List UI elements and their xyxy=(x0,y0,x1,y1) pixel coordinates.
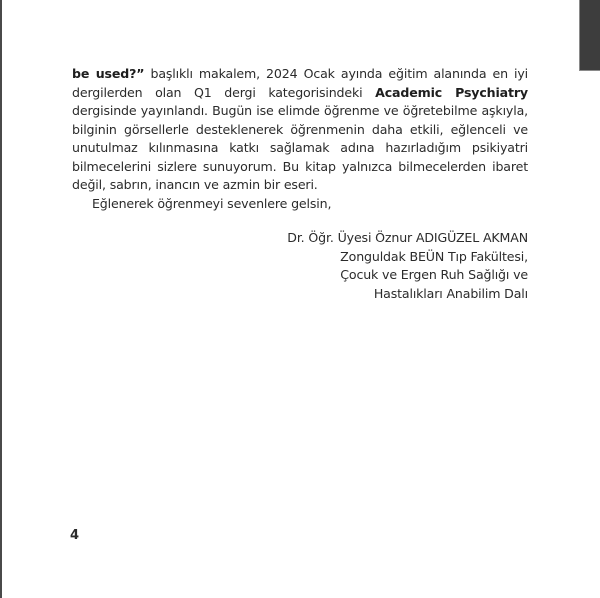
author-institution: Zonguldak BEÜN Tıp Fakültesi, xyxy=(340,248,528,264)
paragraph-intro xyxy=(72,65,528,195)
paragraph-closing: Eğlenerek öğrenmeyi sevenlere gelsin, xyxy=(92,195,332,211)
paragraph-text-b: dergisinde yayınlandı. Bugün ise elimde öğrenme ve öğretebilme aşkıyla, bilginin görsellerle desteklenerek öğrenmenin daha etkili, eğlenceli ve unutulmaz kılınmasına katkı sağlamak adına hazırladığım psikiyatri bilmecelerini sizlere sunuyorum. Bu kitap yalnızca bilmecelerden ibaret değil, sabrın, inancın ve azmin bir eseri. xyxy=(72,103,528,192)
page-body xyxy=(72,65,528,213)
page-left-edge xyxy=(0,0,2,598)
chapter-side-tab xyxy=(579,0,600,71)
page-number: 4 xyxy=(70,528,80,543)
author-department-line-2: Hastalıkları Anabilim Dalı xyxy=(373,285,528,301)
author-department-line-1: Çocuk ve Ergen Ruh Sağlığı ve xyxy=(340,267,528,282)
signature-block xyxy=(287,229,528,303)
paragraph-text-a: başlıklı makalem, 2024 Ocak ayında eğitim alanında en iyi dergilerden olan Q1 dergi kategorisindeki xyxy=(72,66,528,100)
journal-name: Academic Psychiatry xyxy=(375,84,528,100)
author-name: Dr. Öğr. Üyesi Öznur ADIGÜZEL AKMAN xyxy=(287,230,528,245)
quoted-title-end: be used?” xyxy=(72,66,145,81)
